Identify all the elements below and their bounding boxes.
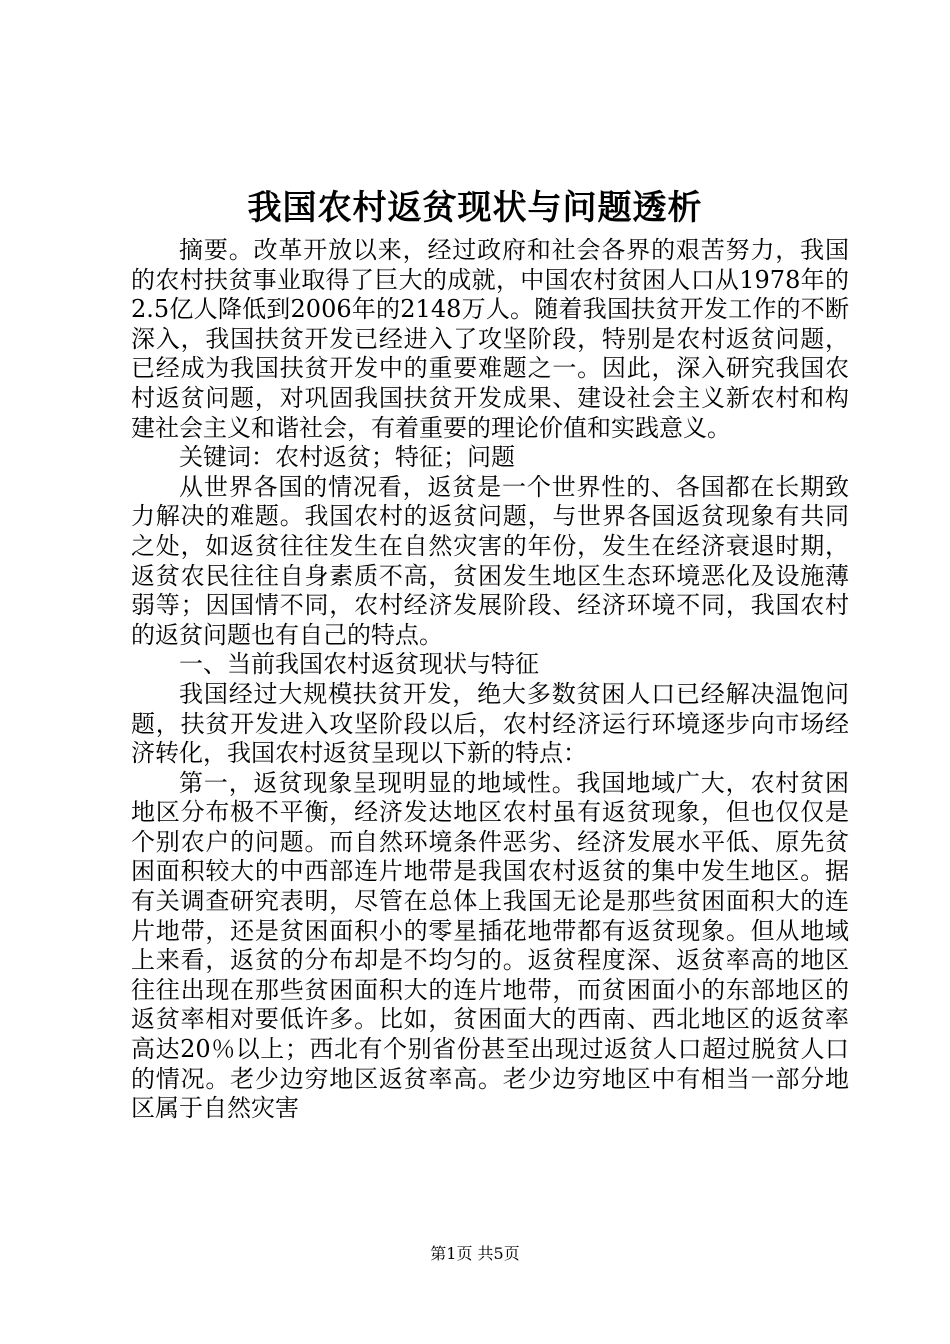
- paragraph-abstract: 摘要。改革开放以来，经过政府和社会各界的艰苦努力，我国的农村扶贫事业取得了巨大的成就，中国农村贫困人口从1978年的2.5亿人降低到2006年的2148万人。随着我国扶贫开发工作的不断深入，我国扶贫开发已经进入了攻坚阶段，特别是农村返贫问题，已经成为我国扶贫开发中的重要难题之一。因此，深入研究我国农村返贫问题，对巩固我国扶贫开发成果、建设社会主义新农村和构建社会主义和谐社会，有着重要的理论价值和实践意义。: [131, 236, 849, 442]
- paragraph-first-point: 第一，返贫现象呈现明显的地域性。我国地域广大，农村贫困地区分布极不平衡，经济发达地区农村虽有返贫现象，但也仅仅是个别农户的问题。而自然环境条件恶劣、经济发展水平低、原先贫困面积较大的中西部连片地带是我国农村返贫的集中发生地区。据有关调查研究表明，尽管在总体上我国无论是那些贫困面积大的连片地带，还是贫困面积小的零星插花地带都有返贫现象。但从地域上来看，返贫的分布却是不均匀的。返贫程度深、返贫率高的地区往往出现在那些贫困面积大的连片地带，而贫困面小的东部地区的返贫率相对要低许多。比如，贫困面大的西南、西北地区的返贫率高达20％以上；西北有个别省份甚至出现过返贫人口超过脱贫人口的情况。老少边穷地区返贫率高。老少边穷地区中有相当一部分地区属于自然灾害: [131, 768, 849, 1123]
- document-body: [131, 236, 849, 1124]
- paragraph-intro: 从世界各国的情况看，返贫是一个世界性的、各国都在长期致力解决的难题。我国农村的返贫问题，与世界各国返贫现象有共同之处，如返贫往往发生在自然灾害的年份，发生在经济衰退时期，返贫农民往往自身素质不高，贫困发生地区生态环境恶化及设施薄弱等；因国情不同，农村经济发展阶段、经济环境不同，我国农村的返贫问题也有自己的特点。: [131, 472, 849, 649]
- document-title: 我国农村返贫现状与问题透析: [247, 188, 703, 228]
- paragraph-section-intro: 我国经过大规模扶贫开发，绝大多数贫困人口已经解决温饱问题，扶贫开发进入攻坚阶段以后，农村经济运行环境逐步向市场经济转化，我国农村返贫呈现以下新的特点：: [131, 679, 849, 768]
- section-heading: 一、当前我国农村返贫现状与特征: [179, 650, 539, 679]
- paragraph-keywords: 关键词：农村返贫；特征；问题: [179, 443, 515, 472]
- page-footer: 第1页 共5页: [430, 1244, 520, 1263]
